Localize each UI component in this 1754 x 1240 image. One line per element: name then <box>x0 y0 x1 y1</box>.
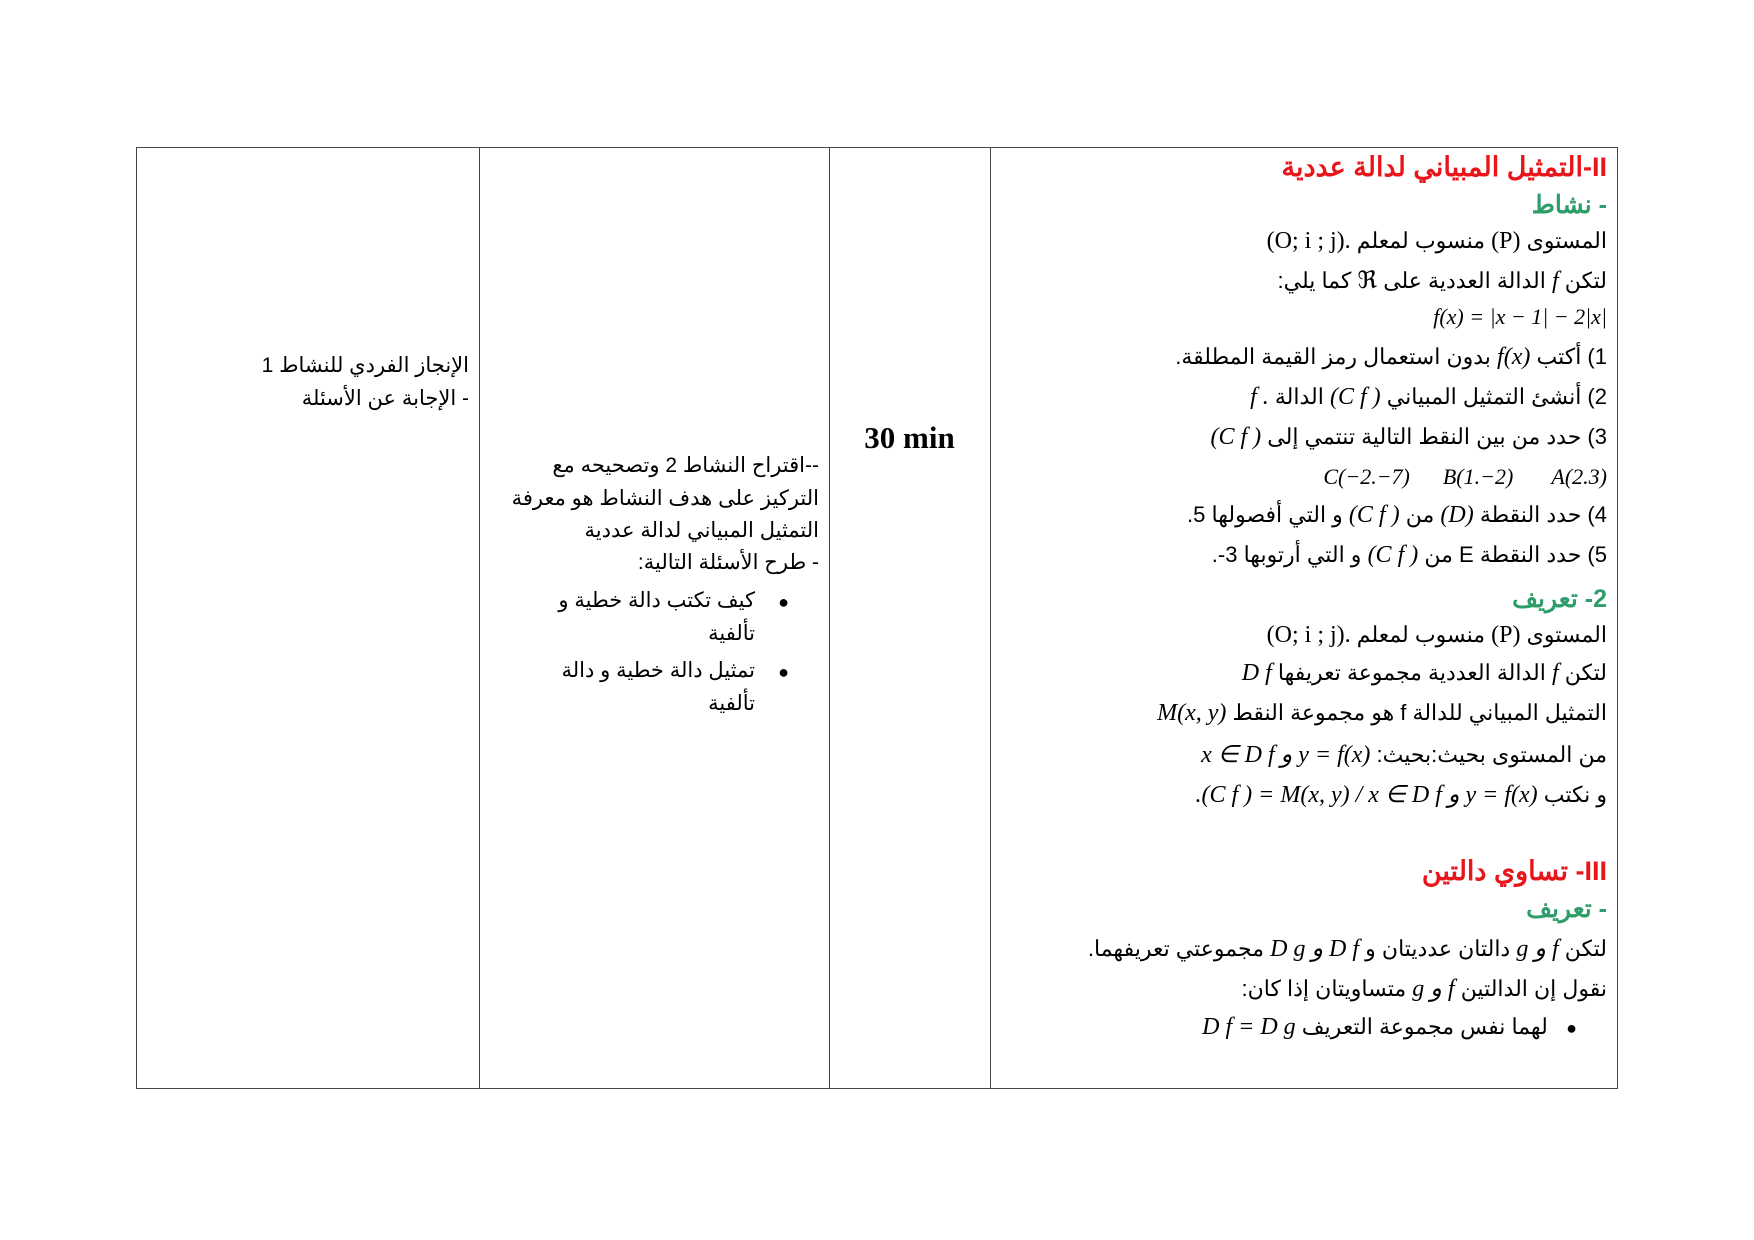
activity-heading: - نشاط <box>1531 191 1607 219</box>
equality-line: نقول إن الدالتين f و g متساويتان إذا كان: <box>1241 976 1607 1002</box>
bullet-item-cont: تألفية <box>708 622 755 645</box>
question-3: 3) حدد من بين النقط التالية تنتمي إلى (C f ) <box>1210 424 1607 450</box>
definition-heading: 2- تعريف <box>1512 585 1607 613</box>
teacher-activity-line: --اقتراح النشاط 2 وتصحيحه مع <box>552 454 819 477</box>
plane-statement-2: المستوى (P) منسوب لمعلم (O; i ; j). <box>1266 622 1607 648</box>
teacher-activity-line: التمثيل المبياني لدالة عددية <box>584 519 819 542</box>
duration-cell <box>829 148 990 1088</box>
definition-line: التمثيل المبياني للدالة f هو مجموعة النقط M(x, y) <box>1157 700 1607 726</box>
definition-line: من المستوى بحيث:بحيث: y = f(x) و x ∈ D f <box>1201 742 1607 768</box>
question-2: 2) أنشئ التمثيل المبياني (C f ) الدالة f . <box>1250 384 1607 410</box>
equality-line: لتكن f و g دالتان عدديتان و D f و D g مجموعتي تعريفهما. <box>1087 936 1607 962</box>
duration-label: 30 min <box>864 420 955 455</box>
definition-heading: - تعريف <box>1526 895 1607 923</box>
teacher-activity-line: التركيز على هدف النشاط هو معرفة <box>511 487 819 510</box>
definition-line: لتكن f الدالة العددية مجموعة تعريفها D f <box>1241 660 1607 686</box>
section-heading: III- تساوي دالتين <box>1421 856 1607 886</box>
bullet-item-cont: تألفية <box>708 692 755 715</box>
content-cell <box>990 148 1617 1088</box>
student-activity-line: - الإجابة عن الأسئلة <box>301 387 469 410</box>
function-formula: f(x) = |x − 1| − 2|x| <box>1433 304 1607 329</box>
lesson-table <box>136 147 1618 1089</box>
teacher-activity-cell <box>479 148 829 1088</box>
teacher-activity-line: - طرح الأسئلة التالية: <box>637 551 819 574</box>
bullet-icon: ● <box>778 592 789 612</box>
bullet-item: تمثيل دالة خطية و دالة <box>561 659 755 682</box>
section-heading: II-التمثيل المبياني لدالة عددية <box>1281 152 1607 182</box>
question-4: 4) حدد النقطة (D) من (C f ) و التي أفصولها 5. <box>1187 502 1607 528</box>
bullet-icon: ● <box>778 662 789 682</box>
equality-bullet: ● لهما نفس مجموعة التعريف D f = D g <box>1202 1014 1577 1040</box>
function-statement: لتكن f الدالة العددية على ℜ كما يلي: <box>1277 268 1607 294</box>
plane-statement: المستوى (P) منسوب لمعلم (O; i ; j). <box>1266 228 1607 254</box>
definition-line: و نكتب .(C f ) = M(x, y) / x ∈ D f و y = f(x) <box>1195 782 1607 808</box>
student-activity-line: الإنجاز الفردي للنشاط 1 <box>261 354 469 377</box>
question-1: 1) أكتب f(x) بدون استعمال رمز القيمة المطلقة. <box>1175 344 1607 370</box>
question-5: 5) حدد النقطة E من (C f ) و التي أرتوبها 3-. <box>1211 542 1607 568</box>
points-list: C(−2.−7) B(1.−2) A(2.3) <box>1323 464 1607 489</box>
bullet-icon: ● <box>1566 1018 1577 1038</box>
student-activity-cell <box>137 148 479 1088</box>
bullet-item: كيف تكتب دالة خطية و <box>558 589 755 612</box>
